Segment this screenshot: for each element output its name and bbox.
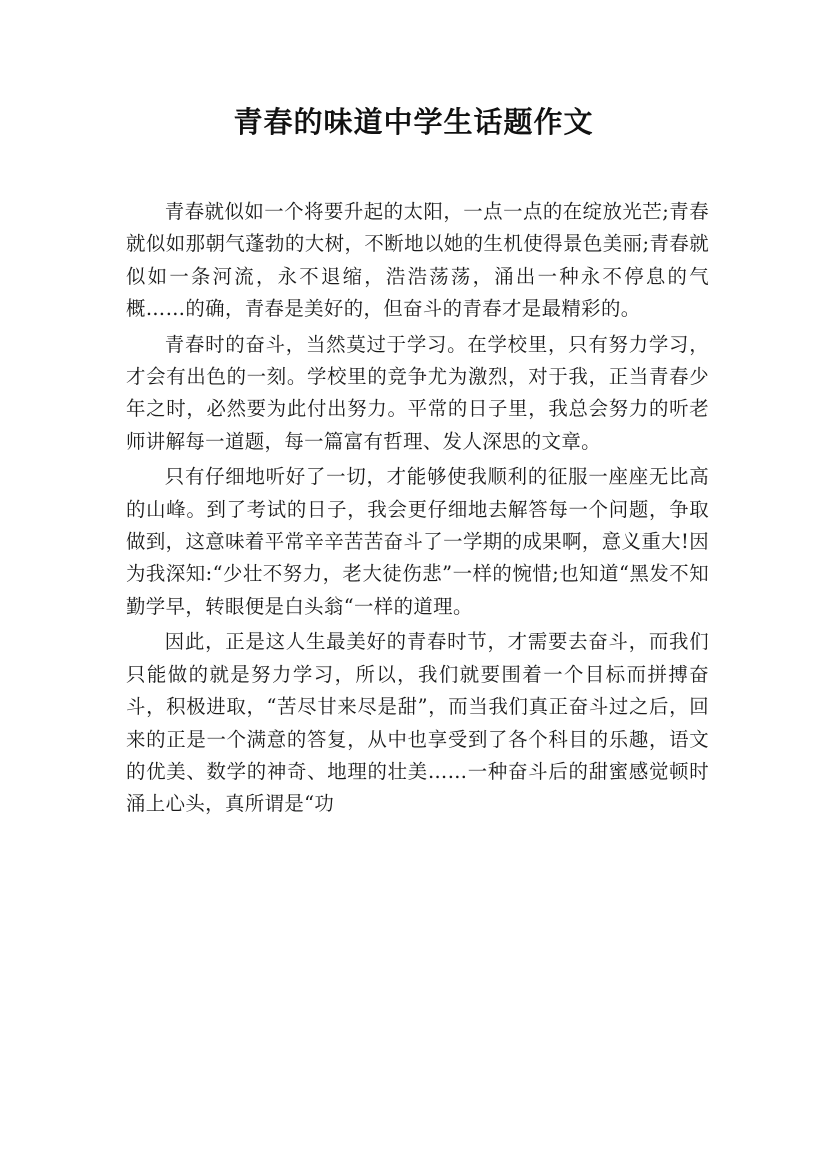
paragraph-1: 青春就似如一个将要升起的太阳，一点一点的在绽放光芒;青春就似如那朝气蓬勃的大树，不断地以她的生机使得景色美丽;青春就似如一条河流，永不退缩，浩浩荡荡，涌出一种永不停息的气概……的确，青春是美好的，但奋斗的青春才是最精彩的。 (126, 200, 709, 321)
paragraph-2: 青春时的奋斗，当然莫过于学习。在学校里，只有努力学习，才会有出色的一刻。学校里的竞争尤为激烈，对于我，正当青春少年之时，必然要为此付出努力。平常的日子里，我总会努力的听老师讲解每一道题，每一篇富有哲理、发人深思的文章。 (126, 332, 709, 453)
paragraph-4: 因此，正是这人生最美好的青春时节，才需要去奋斗，而我们只能做的就是努力学习，所以，我们就要围着一个目标而拼搏奋斗，积极进取，“苦尽甘来尽是甜”，而当我们真正奋斗过之后，回来的正是一个满意的答复，从中也享受到了各个科目的乐趣，语文的优美、数学的神奇、地理的壮美……一种奋斗后的甜蜜感觉顿时涌上心头，真所谓是“功 (126, 630, 709, 816)
document-title: 青春的味道中学生话题作文 (233, 105, 594, 139)
paragraph-3: 只有仔细地听好了一切，才能够使我顺利的征服一座座无比高的山峰。到了考试的日子，我会更仔细地去解答每一个问题，争取做到，这意味着平常辛辛苦苦奋斗了一学期的成果啊，意义重大!因为我深知:“少壮不努力，老大徒伤悲”一样的惋惜;也知道“黑发不知勤学早，转眼便是白头翁“一样的道理。 (126, 465, 709, 618)
document-body (126, 196, 709, 824)
